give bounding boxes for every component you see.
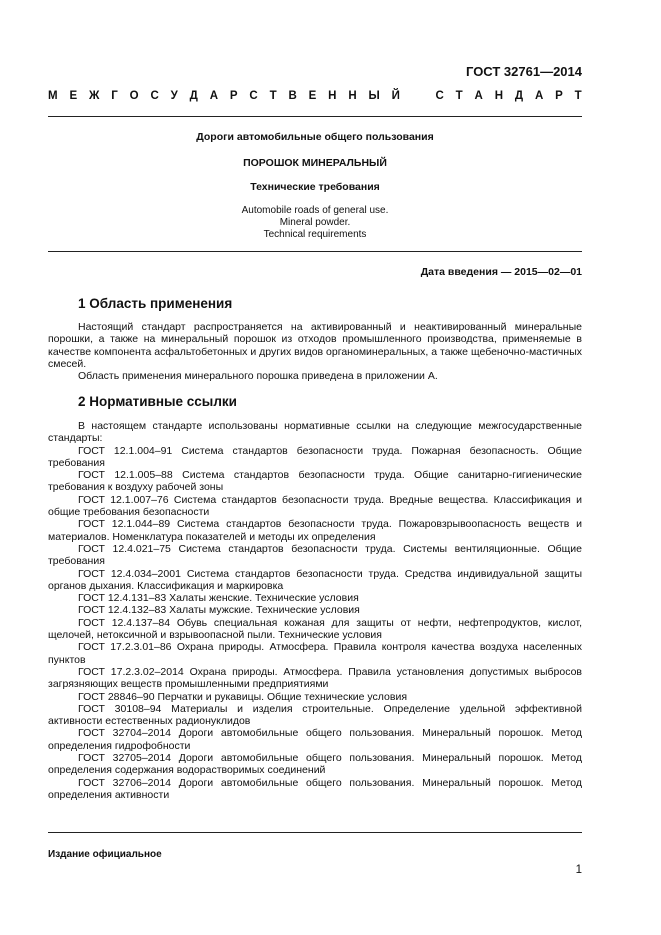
banner-letter: Е — [69, 90, 78, 102]
english-title-line: Automobile roads of general use. — [241, 205, 389, 216]
paragraph: Настоящий стандарт распространяется на активированный и неактивированный минеральные порошки, а также на минеральный порошок из отходов промышленного производства, применяемые в качестве компонента асфальтобетонных и других видов органоминеральных, а также щебеночно-мастичных смесей. — [48, 321, 582, 370]
banner-letter: Г — [111, 90, 118, 102]
banner-letter: С — [249, 90, 258, 102]
banner-letter: О — [129, 90, 139, 102]
normative-reference: ГОСТ 12.1.007–76 Система стандартов безопасности труда. Вредные вещества. Классификация и общие требования безопасности — [48, 493, 582, 519]
normative-reference: ГОСТ 12.4.137–84 Обувь специальная кожаная для защиты от нефти, нефтепродуктов, кислот, щелочей, нетоксичной и взрывоопасной пыли. Технические условия — [48, 616, 582, 642]
normative-reference: ГОСТ 30108–94 Материалы и изделия строительные. Определение удельной эффективной активности естественных радионуклидов — [48, 702, 582, 728]
normative-reference: ГОСТ 12.4.131–83 Халаты женские. Технические условия — [78, 592, 359, 605]
introduction-date: Дата введения — 2015—02—01 — [420, 266, 582, 278]
normative-reference: ГОСТ 12.4.132–83 Халаты мужские. Технические условия — [78, 604, 360, 617]
normative-reference: ГОСТ 12.4.034–2001 Система стандартов безопасности труда. Средства индивидуальной защиты органов дыхания. Классификация и маркировка — [48, 567, 582, 592]
normative-reference: ГОСТ 17.2.3.02–2014 Охрана природы. Атмосфера. Правила установления допустимых выбросов загрязняющих веществ промышленными предприятиями — [48, 665, 582, 691]
normative-reference: ГОСТ 32705–2014 Дороги автомобильные общего пользования. Минеральный порошок. Метод определения содержания водорастворимых соединений — [48, 752, 582, 777]
banner-letter: Н — [348, 90, 357, 102]
banner-letter: Д — [514, 90, 524, 102]
banner-letter: Т — [455, 90, 463, 102]
interstate-standard-banner — [48, 90, 582, 102]
normative-reference: ГОСТ 12.1.044–89 Система стандартов безопасности труда. Пожаровзрывоопасность веществ и материалов. Номенклатура показателей и методы их определения — [48, 518, 582, 543]
banner-letter: Е — [308, 90, 317, 102]
paragraph: Область применения минерального порошка приведена в приложении А. — [78, 370, 438, 383]
banner-letter: С — [150, 90, 159, 102]
banner-letter: Р — [229, 90, 238, 102]
normative-reference: ГОСТ 17.2.3.01–86 Охрана природы. Атмосфера. Правила контроля качества воздуха населенных пунктов — [48, 641, 582, 666]
banner-letter: М — [48, 90, 58, 102]
normative-reference: ГОСТ 12.4.021–75 Система стандартов безопасности труда. Системы вентиляционные. Общие требования — [48, 542, 582, 568]
section-1-heading: 1 Область применения — [78, 296, 233, 311]
english-title-line: Mineral powder. — [279, 217, 351, 228]
normative-reference: ГОСТ 12.1.005–88 Система стандартов безопасности труда. Общие санитарно-гигиенические требования к воздуху рабочей зоны — [48, 469, 582, 494]
page-number: 1 — [575, 864, 582, 876]
english-title — [48, 205, 582, 241]
banner-letter: Ы — [368, 90, 380, 102]
section-1-body — [48, 321, 582, 382]
banner-letter: Н — [328, 90, 337, 102]
banner-letter: Т — [574, 90, 582, 102]
header-divider — [48, 116, 582, 117]
normative-reference: ГОСТ 32704–2014 Дороги автомобильные общего пользования. Минеральный порошок. Метод определения гидрофобности — [48, 727, 582, 752]
banner-letter: Н — [494, 90, 504, 102]
banner-letter: Й — [391, 90, 400, 102]
normative-reference: ГОСТ 12.1.004–91 Система стандартов безопасности труда. Пожарная безопасность. Общие требования — [48, 444, 582, 469]
gost-code: ГОСТ 32761—2014 — [466, 64, 582, 79]
section-2-heading: 2 Нормативные ссылки — [78, 394, 237, 409]
english-title-line: Technical requirements — [263, 229, 367, 240]
section-2-body — [48, 420, 582, 801]
paragraph: В настоящем стандарте использованы нормативные ссылки на следующие межгосударственные стандарты: — [48, 420, 582, 445]
normative-reference: ГОСТ 32706–2014 Дороги автомобильные общего пользования. Минеральный порошок. Метод определения активности — [48, 776, 582, 801]
banner-letter: Р — [555, 90, 563, 102]
banner-letter: Т — [269, 90, 277, 102]
document-subtitle: ПОРОШОК МИНЕРАЛЬНЫЙ — [243, 157, 387, 169]
banner-letter: Ж — [88, 90, 100, 102]
banner-letter: В — [288, 90, 297, 102]
banner-letter: Д — [189, 90, 198, 102]
normative-reference: ГОСТ 28846–90 Перчатки и рукавицы. Общие технические условия — [78, 690, 408, 703]
document-requirements-title: Технические требования — [250, 181, 380, 193]
official-edition-label: Издание официальное — [48, 849, 162, 860]
banner-letter: У — [170, 90, 178, 102]
footer-divider — [48, 832, 582, 833]
banner-letter: А — [474, 90, 483, 102]
banner-letter: А — [209, 90, 219, 102]
title-divider — [48, 251, 582, 252]
banner-letter: А — [534, 90, 544, 102]
document-title: Дороги автомобильные общего пользования — [196, 131, 434, 143]
banner-letter: С — [435, 90, 444, 102]
